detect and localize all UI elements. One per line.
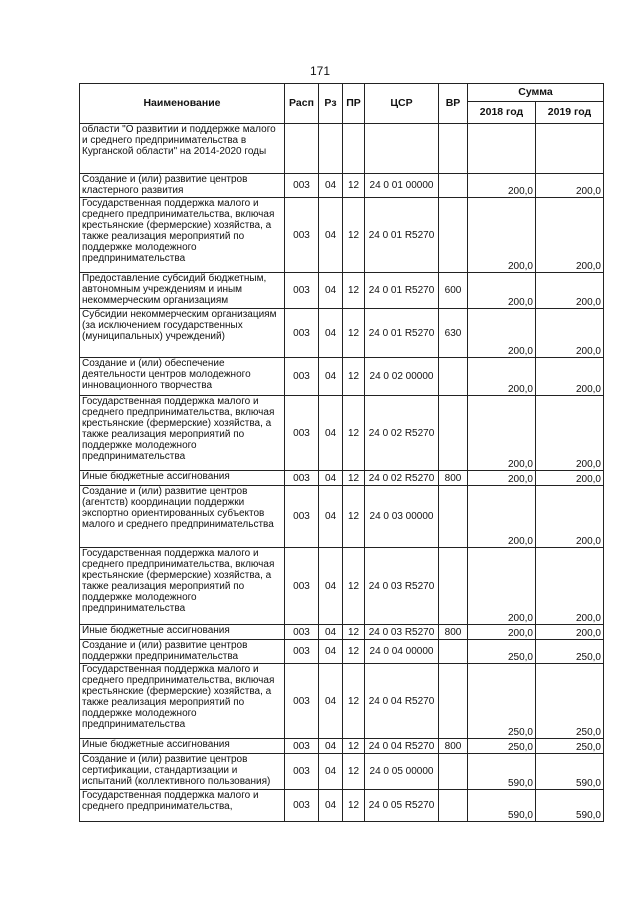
row-rasp: 003 — [285, 198, 319, 273]
row-vr: 600 — [439, 273, 468, 309]
row-vr — [439, 358, 468, 396]
row-csr: 24 0 04 R5270 — [365, 739, 439, 754]
row-rasp: 003 — [285, 358, 319, 396]
row-csr: 24 0 03 00000 — [365, 486, 439, 548]
row-rz: 04 — [319, 739, 343, 754]
row-csr: 24 0 04 R5270 — [365, 664, 439, 739]
row-sum-2018 — [468, 124, 536, 174]
row-rz: 04 — [319, 198, 343, 273]
row-pr: 12 — [343, 273, 365, 309]
row-name: Создание и (или) развитие центров сертификации, стандартизации и испытаний (коллективного пользования) — [80, 754, 285, 790]
row-sum-2018: 200,0 — [468, 174, 536, 198]
header-csr: ЦСР — [365, 84, 439, 124]
header-vr: ВР — [439, 84, 468, 124]
row-sum-2019: 200,0 — [536, 198, 604, 273]
row-sum-2018: 200,0 — [468, 486, 536, 548]
row-vr: 800 — [439, 625, 468, 640]
row-sum-2018: 590,0 — [468, 790, 536, 822]
header-name: Наименование — [80, 84, 285, 124]
table-row — [80, 640, 604, 664]
row-pr: 12 — [343, 471, 365, 486]
row-rz: 04 — [319, 174, 343, 198]
row-sum-2018: 200,0 — [468, 548, 536, 625]
row-rasp: 003 — [285, 309, 319, 358]
table-row — [80, 124, 604, 174]
row-vr — [439, 790, 468, 822]
row-rz: 04 — [319, 790, 343, 822]
row-rasp: 003 — [285, 790, 319, 822]
row-name: Государственная поддержка малого и среднего предпринимательства, включая крестьянские (фермерские) хозяйства, а также реализация мероприятий по поддержке молодежного предпринимательства — [80, 664, 285, 739]
row-sum-2019: 200,0 — [536, 273, 604, 309]
row-name: Создание и (или) обеспечение деятельности центров молодежного инновационного творчества — [80, 358, 285, 396]
row-sum-2018: 200,0 — [468, 273, 536, 309]
row-vr — [439, 198, 468, 273]
header-rz: Рз — [319, 84, 343, 124]
table-row — [80, 273, 604, 309]
row-name: Иные бюджетные ассигнования — [80, 625, 285, 640]
row-rasp: 003 — [285, 739, 319, 754]
row-name: Субсидии некоммерческим организациям (за исключением государственных (муниципальных) учреждений) — [80, 309, 285, 358]
row-vr — [439, 396, 468, 471]
row-sum-2018: 250,0 — [468, 640, 536, 664]
table-row — [80, 664, 604, 739]
row-csr: 24 0 05 00000 — [365, 754, 439, 790]
row-vr — [439, 640, 468, 664]
row-pr: 12 — [343, 664, 365, 739]
row-sum-2018: 200,0 — [468, 309, 536, 358]
table-row — [80, 309, 604, 358]
row-sum-2018: 590,0 — [468, 754, 536, 790]
row-rasp: 003 — [285, 640, 319, 664]
row-rasp — [285, 124, 319, 174]
table-row — [80, 486, 604, 548]
table-row — [80, 625, 604, 640]
row-csr: 24 0 05 R5270 — [365, 790, 439, 822]
row-name: Предоставление субсидий бюджетным, автономным учреждениям и иным некоммерческим организациям — [80, 273, 285, 309]
header-pr: ПР — [343, 84, 365, 124]
row-rz: 04 — [319, 640, 343, 664]
row-csr: 24 0 02 R5270 — [365, 471, 439, 486]
row-vr — [439, 754, 468, 790]
row-csr: 24 0 03 R5270 — [365, 625, 439, 640]
row-rz: 04 — [319, 486, 343, 548]
row-sum-2019: 200,0 — [536, 309, 604, 358]
row-sum-2018: 250,0 — [468, 739, 536, 754]
row-pr: 12 — [343, 548, 365, 625]
row-rz: 04 — [319, 548, 343, 625]
row-vr: 800 — [439, 471, 468, 486]
row-name: Государственная поддержка малого и среднего предпринимательства, включая крестьянские (фермерские) хозяйства, а также реализация мероприятий по поддержке молодежного предпринимательства — [80, 198, 285, 273]
table-row — [80, 396, 604, 471]
row-name: Создание и (или) развитие центров (агентств) координации поддержки экспортно ориентированных субъектов малого и среднего предпринимательства — [80, 486, 285, 548]
row-pr: 12 — [343, 625, 365, 640]
row-pr: 12 — [343, 198, 365, 273]
header-rasp: Расп — [285, 84, 319, 124]
row-csr: 24 0 01 R5270 — [365, 198, 439, 273]
row-sum-2018: 200,0 — [468, 358, 536, 396]
row-pr: 12 — [343, 358, 365, 396]
row-rz: 04 — [319, 309, 343, 358]
table-row — [80, 471, 604, 486]
row-csr: 24 0 02 00000 — [365, 358, 439, 396]
row-pr: 12 — [343, 174, 365, 198]
row-rz: 04 — [319, 358, 343, 396]
row-name: Иные бюджетные ассигнования — [80, 471, 285, 486]
row-vr — [439, 664, 468, 739]
row-rz: 04 — [319, 396, 343, 471]
row-vr: 800 — [439, 739, 468, 754]
row-sum-2019: 250,0 — [536, 664, 604, 739]
row-name: Создание и (или) развитие центров кластерного развития — [80, 174, 285, 198]
table-row — [80, 198, 604, 273]
header-2019: 2019 год — [536, 102, 604, 124]
row-sum-2019: 200,0 — [536, 548, 604, 625]
row-name: Иные бюджетные ассигнования — [80, 739, 285, 754]
budget-table — [79, 83, 604, 822]
header-2018: 2018 год — [468, 102, 536, 124]
row-sum-2019: 200,0 — [536, 471, 604, 486]
table-row — [80, 358, 604, 396]
row-name: области "О развитии и поддержке малого и среднего предпринимательства в Курганской области" на 2014-2020 годы — [80, 124, 285, 174]
row-name: Создание и (или) развитие центров поддержки предпринимательства — [80, 640, 285, 664]
row-vr — [439, 124, 468, 174]
table-row — [80, 754, 604, 790]
row-rasp: 003 — [285, 548, 319, 625]
row-csr: 24 0 01 R5270 — [365, 273, 439, 309]
row-rasp: 003 — [285, 664, 319, 739]
table-row — [80, 548, 604, 625]
row-pr: 12 — [343, 754, 365, 790]
row-rasp: 003 — [285, 625, 319, 640]
row-csr: 24 0 02 R5270 — [365, 396, 439, 471]
row-rz: 04 — [319, 273, 343, 309]
row-pr: 12 — [343, 790, 365, 822]
header-sum: Сумма — [468, 84, 604, 102]
row-pr: 12 — [343, 486, 365, 548]
row-sum-2018: 250,0 — [468, 664, 536, 739]
row-sum-2019: 250,0 — [536, 739, 604, 754]
row-name: Государственная поддержка малого и среднего предпринимательства, включая крестьянские (фермерские) хозяйства, а также реализация мероприятий по поддержке молодежного предпринимательства — [80, 548, 285, 625]
row-name: Государственная поддержка малого и среднего предпринимательства, — [80, 790, 285, 822]
row-rasp: 003 — [285, 174, 319, 198]
row-vr — [439, 174, 468, 198]
row-csr: 24 0 01 R5270 — [365, 309, 439, 358]
row-sum-2019: 200,0 — [536, 396, 604, 471]
row-pr: 12 — [343, 640, 365, 664]
row-sum-2019: 200,0 — [536, 486, 604, 548]
row-rasp: 003 — [285, 471, 319, 486]
row-rasp: 003 — [285, 754, 319, 790]
row-sum-2019: 250,0 — [536, 640, 604, 664]
row-pr: 12 — [343, 396, 365, 471]
row-rz: 04 — [319, 664, 343, 739]
row-pr: 12 — [343, 309, 365, 358]
row-sum-2019 — [536, 124, 604, 174]
row-name: Государственная поддержка малого и среднего предпринимательства, включая крестьянские (фермерские) хозяйства, а также реализация мероприятий по поддержке молодежного предпринимательства — [80, 396, 285, 471]
row-vr: 630 — [439, 309, 468, 358]
row-csr — [365, 124, 439, 174]
row-sum-2018: 200,0 — [468, 471, 536, 486]
row-sum-2018: 200,0 — [468, 625, 536, 640]
row-sum-2018: 200,0 — [468, 396, 536, 471]
row-rz: 04 — [319, 754, 343, 790]
row-rz: 04 — [319, 625, 343, 640]
row-rasp: 003 — [285, 273, 319, 309]
row-rasp: 003 — [285, 486, 319, 548]
row-csr: 24 0 01 00000 — [365, 174, 439, 198]
page-number: 171 — [309, 64, 331, 78]
row-sum-2019: 200,0 — [536, 174, 604, 198]
row-vr — [439, 486, 468, 548]
table-row — [80, 739, 604, 754]
row-sum-2019: 200,0 — [536, 625, 604, 640]
row-rz: 04 — [319, 471, 343, 486]
row-csr: 24 0 03 R5270 — [365, 548, 439, 625]
row-sum-2019: 200,0 — [536, 358, 604, 396]
table-row — [80, 174, 604, 198]
row-sum-2018: 200,0 — [468, 198, 536, 273]
row-rasp: 003 — [285, 396, 319, 471]
row-pr: 12 — [343, 739, 365, 754]
row-vr — [439, 548, 468, 625]
row-sum-2019: 590,0 — [536, 754, 604, 790]
row-csr: 24 0 04 00000 — [365, 640, 439, 664]
row-pr — [343, 124, 365, 174]
row-rz — [319, 124, 343, 174]
table-row — [80, 790, 604, 822]
row-sum-2019: 590,0 — [536, 790, 604, 822]
